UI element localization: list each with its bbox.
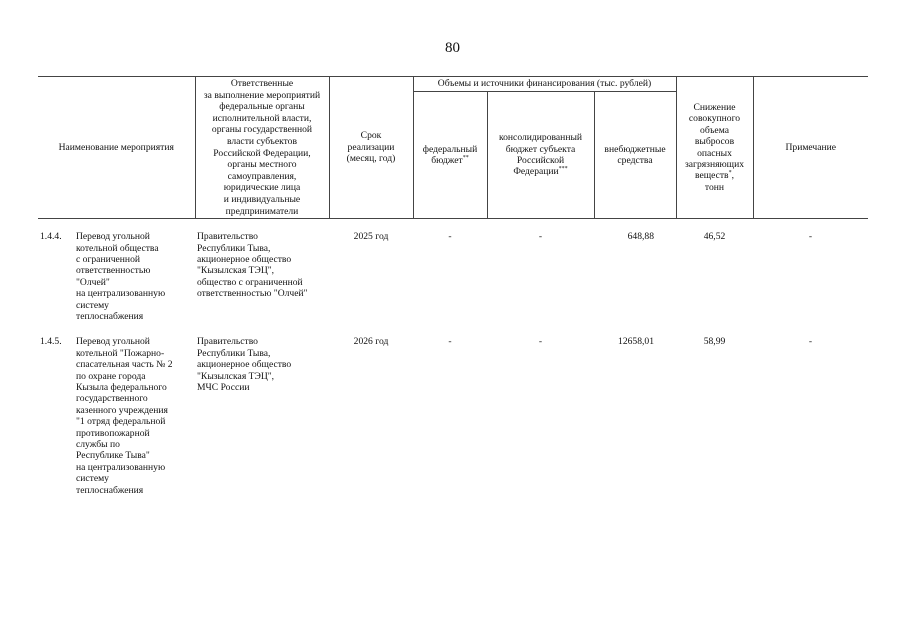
page-number: 80 [445,40,460,56]
row-responsible: Правительство Республики Тыва, акционерное общество "Кызылская ТЭЦ", МЧС России [197,336,292,393]
row-reduction: 46,52 [703,231,726,243]
row-extrabudget: 648,88 [627,231,654,243]
row-note: - [808,231,813,243]
row-term: 2025 год [353,231,389,243]
row-federal: - [448,231,452,243]
row-responsible: Правительство Республики Тыва, акционерное общество "Кызылская ТЭЦ", общество с ограниченной ответственностью "Олчей" [197,231,308,300]
col-header-federal: федеральный бюджет** [413,92,487,219]
row-number: 1.4.4. [40,231,62,243]
row-consolidated: - [538,336,543,348]
row-consolidated: - [538,231,543,243]
measures-table [38,76,868,496]
row-term: 2026 год [353,336,389,348]
table-row [38,336,868,496]
row-name: Перевод угольной котельной "Пожарно- спасательная часть № 2 по охране города Кызыла федерального государственного казенного учреждения "1 отряд федеральной противопожарной службы по Республике Тыва" на централизованную систему теплоснабжения [76,336,173,496]
row-federal: - [448,336,452,348]
col-header-name: Наименование мероприятия [38,77,195,219]
row-extrabudget: 12658,01 [618,336,654,348]
col-header-reduction: Снижение совокупного объема выбросов опасных загрязняющих веществ*, тонн [676,77,753,219]
col-header-responsible: Ответственные за выполнение мероприятий федеральные органы исполнительной власти, органы государственной власти субъектов Российской Федерации, органы местного самоуправления, юридические лица и индивидуальные предприниматели [195,77,329,219]
col-header-note: Примечание [753,77,868,219]
row-number: 1.4.5. [40,336,62,348]
col-header-consolidated: консолидированный бюджет субъекта Российской Федерации*** [487,92,594,219]
row-name: Перевод угольной котельной общества с ограниченной ответственностью "Олчей" на централизованную систему теплоснабжения [76,231,166,322]
col-header-extrabudget: внебюджетные средства [594,92,676,219]
table-row [38,231,868,322]
row-note: - [808,336,813,348]
col-header-financing: Объемы и источники финансирования (тыс. рублей) [413,77,676,92]
row-reduction: 58,99 [703,336,726,348]
col-header-term: Срок реализации (месяц, год) [329,77,413,219]
